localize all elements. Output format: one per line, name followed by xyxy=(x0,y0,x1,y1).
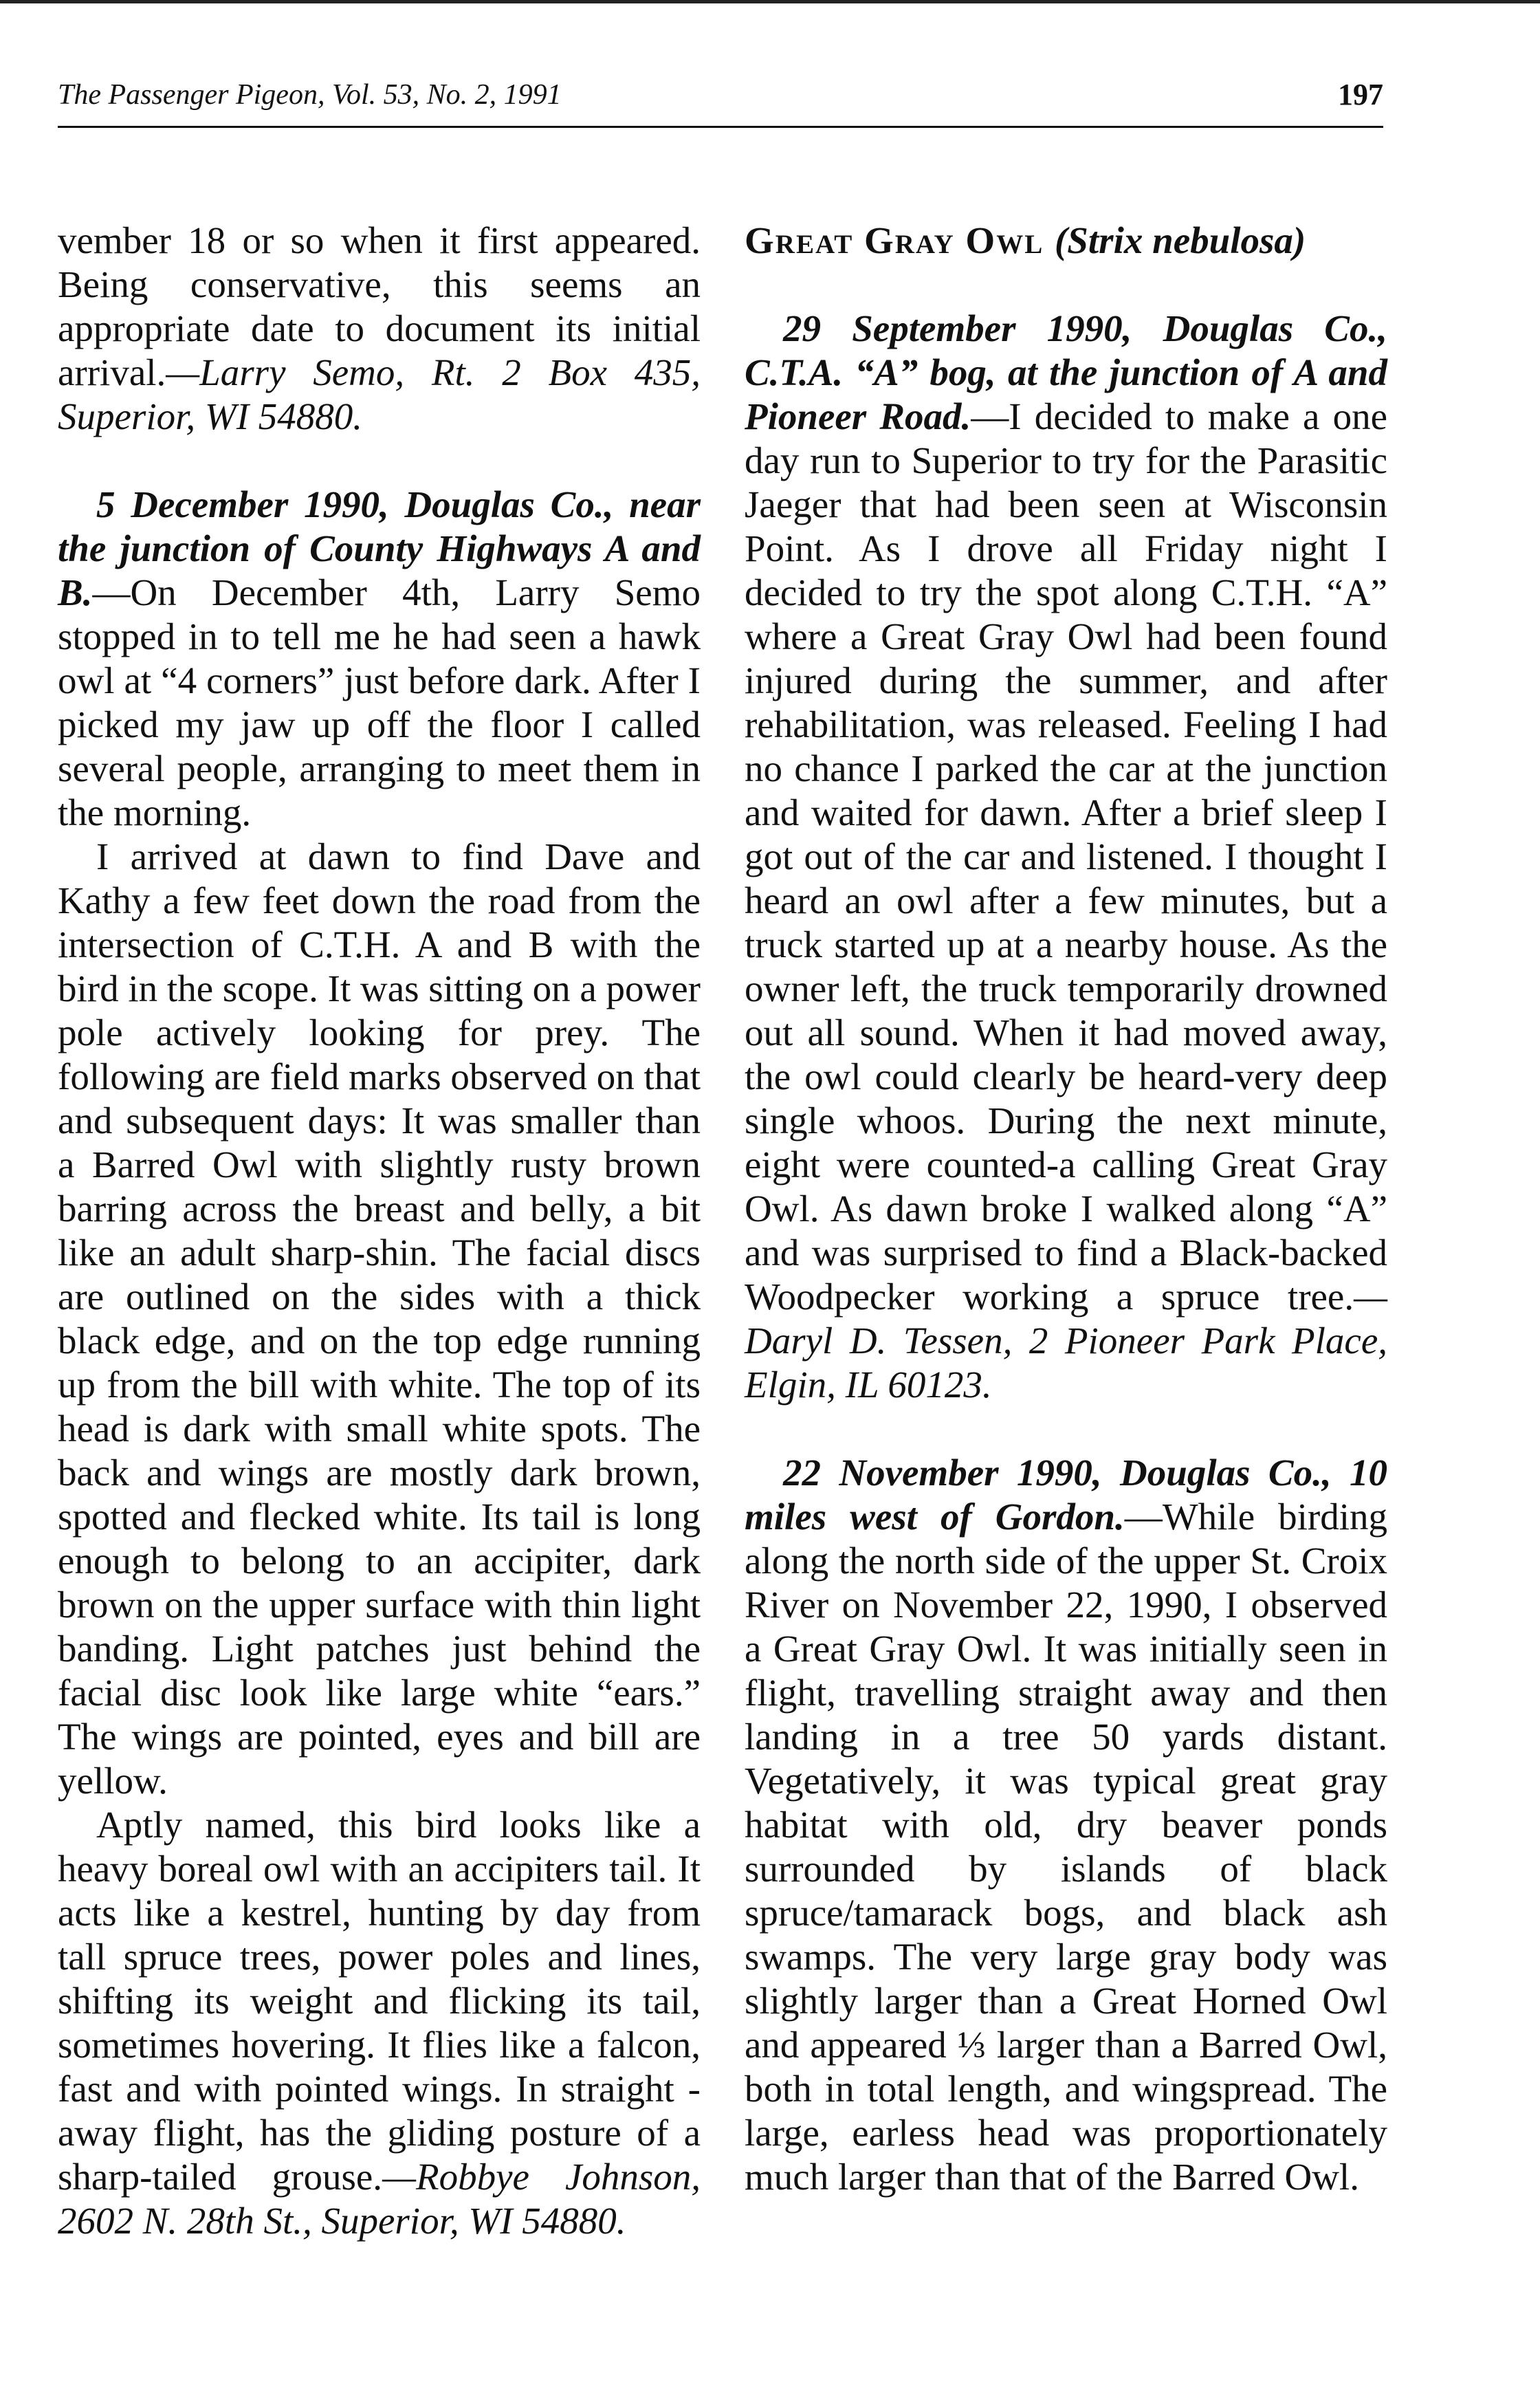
top-border-line xyxy=(0,0,1540,3)
paragraph xyxy=(58,835,701,1803)
record-entry xyxy=(745,307,1387,1407)
left-column xyxy=(58,219,701,2243)
entry-heading: 22 November 1990, Douglas Co., 10 miles west of Gordon. xyxy=(745,1452,1387,1538)
paragraph-text: vember 18 or so when it first appeared. Being conservative, this seems an appropriate date to document its initial arrival. xyxy=(58,219,701,393)
header-rule xyxy=(58,126,1383,128)
spacer xyxy=(745,263,1387,307)
entry-text: —I decided to make a one day run to Superior to try for the Parasitic Jaeger that had been seen at Wisconsin Point. As I drove all Friday night I decided to try the spot along C.T.H. “A” where a Great Gray Owl had been found injured during the summer, and after rehabilitation, was released. Feeling I had no chance I parked the car at the junction and waited for dawn. After a brief sleep I got out of the car and listened. I thought I heard an owl after a few minutes, but a truck started up at a nearby house. As the owner left, the truck temporarily drowned out all sound. When it had moved away, the owl could clearly be heard-very deep single whoos. During the next minute, eight were counted-a calling Great Gray Owl. As dawn broke I walked along “A” and was surprised to find a Black-backed Woodpecker working a spruce tree. xyxy=(745,395,1387,1318)
species-common-name: Great Gray Owl xyxy=(745,219,1044,261)
author-signature: —Daryl D. Tessen, 2 Pioneer Park Place, Elgin, IL 60123. xyxy=(745,1276,1387,1406)
spacer xyxy=(745,1407,1387,1451)
species-scientific-name: (Strix nebulosa) xyxy=(1054,219,1306,261)
record-entry xyxy=(58,483,701,835)
journal-citation: The Passenger Pigeon, Vol. 53, No. 2, 1991 xyxy=(58,79,562,111)
entry-heading: 29 September 1990, Douglas Co., C.T.A. “A” bog, at the junction of A and Pioneer Road. xyxy=(745,307,1387,437)
paragraph xyxy=(58,1803,701,2243)
paragraph-text: I arrived at dawn to find Dave and Kathy a few feet down the road from the intersection of C.T.H. A and B with the bird in the scope. It was sitting on a power pole actively looking for prey. The following are field marks observed on that and subsequent days: It was smaller than a Barred Owl with slightly rusty brown barring across the breast and belly, a bit like an adult sharp-shin. The facial discs are outlined on the sides with a thick black edge, and on the top edge running up from the bill with white. The top of its head is dark with small white spots. The back and wings are mostly dark brown, spotted and flecked white. Its tail is long enough to belong to an accipiter, dark brown on the upper surface with thin light banding. Light patches just behind the facial disc look like large white “ears.” The wings are pointed, eyes and bill are yellow. xyxy=(58,835,701,1802)
entry-text: —On December 4th, Larry Semo stopped in to tell me he had seen a hawk owl at “4 corners” just before dark. After I picked my jaw up off the floor I called several people, arranging to meet them in the morning. xyxy=(58,571,701,833)
author-signature: —Robbye Johnson, 2602 N. 28th St., Superior, WI 54880. xyxy=(58,2156,701,2242)
entry-heading: 5 December 1990, Douglas Co., near the junction of County Highways A and B. xyxy=(58,483,701,613)
paragraph-text: Aptly named, this bird looks like a heavy boreal owl with an accipiters tail. It acts like a kestrel, hunting by day from tall spruce trees, power poles and lines, shifting its weight and flicking its tail, sometimes hovering. It flies like a falcon, fast and with pointed wings. In straight -away flight, has the gliding posture of a sharp-tailed grouse. xyxy=(58,1804,701,2198)
right-column xyxy=(745,219,1387,2199)
author-signature: —Larry Semo, Rt. 2 Box 435, Superior, WI 54880. xyxy=(58,351,701,437)
record-entry xyxy=(745,1451,1387,2199)
spacer xyxy=(58,439,701,483)
paragraph xyxy=(58,219,701,439)
running-header xyxy=(58,76,1383,124)
species-heading xyxy=(745,219,1387,263)
entry-text: —While birding along the north side of the upper St. Croix River on November 22, 1990, I observed a Great Gray Owl. It was initially seen in flight, travelling straight away and then landing in a tree 50 yards distant. Vegetatively, it was typical great gray habitat with old, dry beaver ponds surrounded by islands of black spruce/tamarack bogs, and black ash swamps. The very large gray body was slightly larger than a Great Horned Owl and appeared ⅓ larger than a Barred Owl, both in total length, and wingspread. The large, earless head was proportionately much larger than that of the Barred Owl. xyxy=(745,1496,1387,2198)
page-number: 197 xyxy=(1338,78,1383,111)
